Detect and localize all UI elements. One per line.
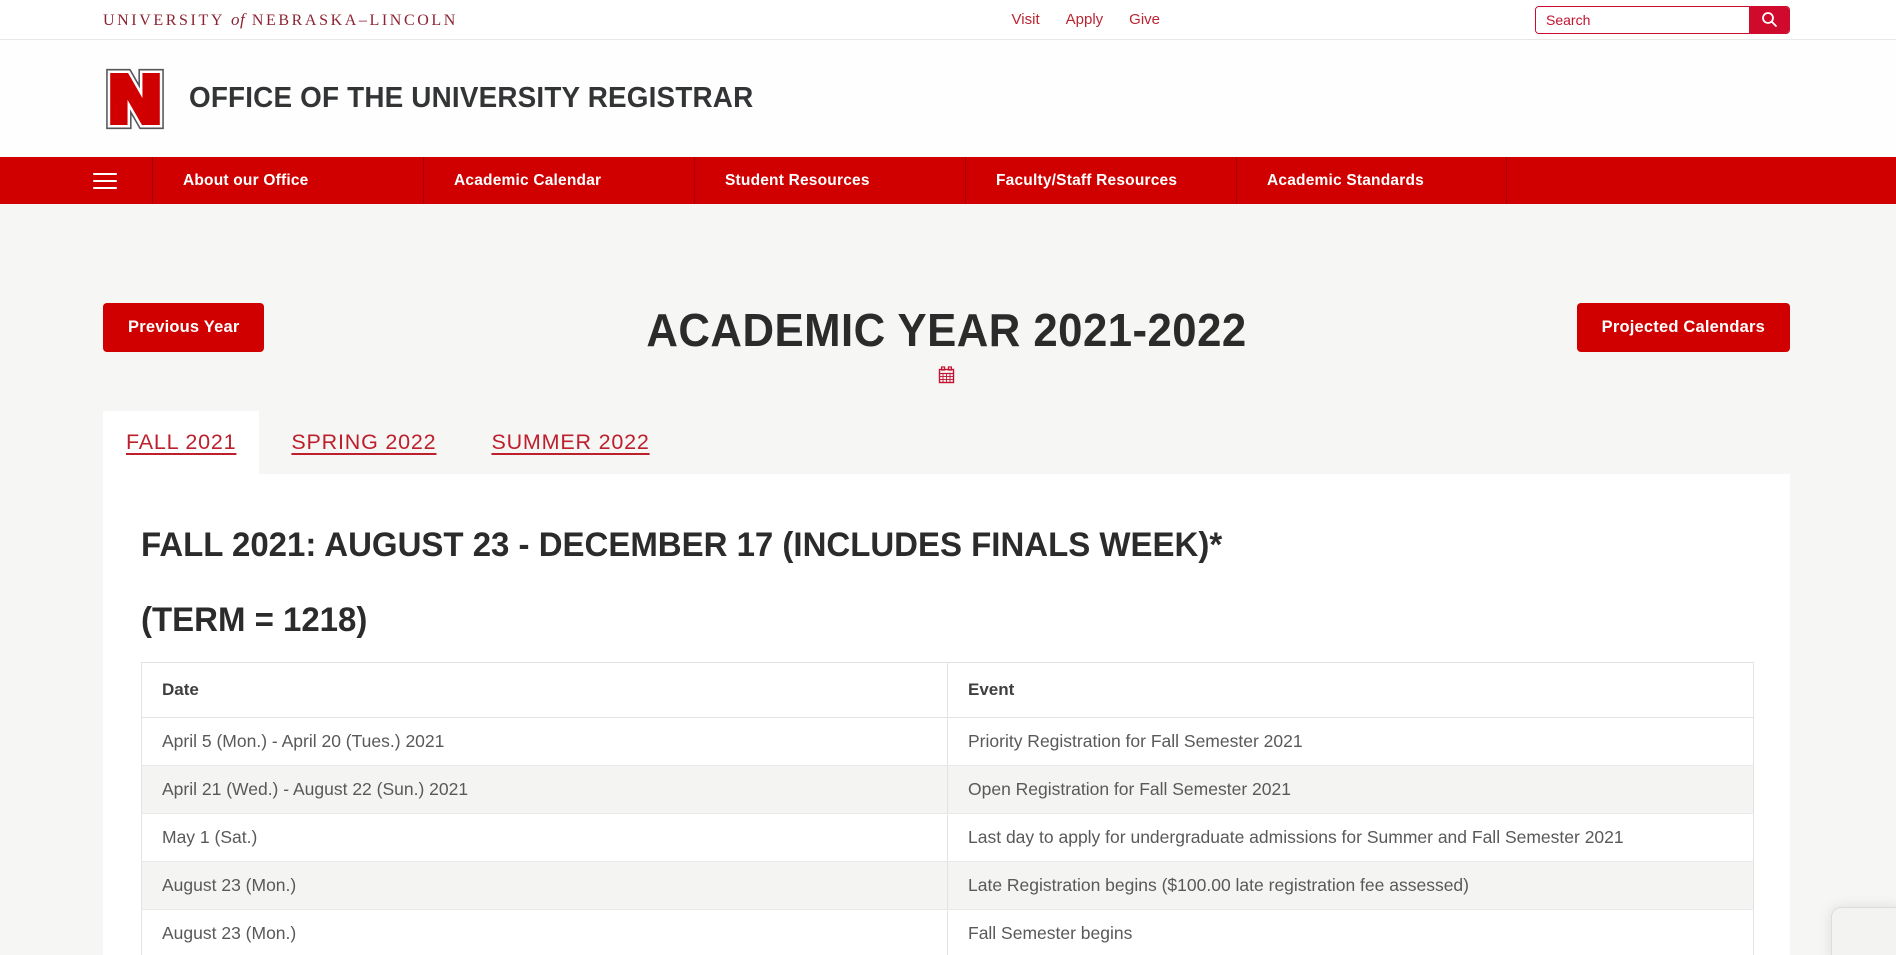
event-cell: Open Registration for Fall Semester 2021 (948, 766, 1754, 814)
table-header-row (142, 663, 1754, 718)
calendar-panel (103, 474, 1790, 955)
section-heading-line2: (TERM = 1218) (141, 601, 368, 639)
nav-item[interactable]: Faculty/Staff Resources (965, 157, 1236, 204)
search-button[interactable] (1749, 7, 1789, 33)
date-cell: April 5 (Mon.) - April 20 (Tues.) 2021 (142, 718, 948, 766)
event-cell: Late Registration begins ($100.00 late registration fee assessed) (948, 862, 1754, 910)
search-box (1535, 6, 1790, 34)
semester-tab[interactable]: SPRING 2022 (291, 430, 437, 454)
apply-link[interactable]: Apply (1065, 11, 1104, 28)
date-cell: August 23 (Mon.) (142, 862, 948, 910)
visit-link[interactable]: Visit (1011, 11, 1040, 28)
section-heading-line1: FALL 2021: AUGUST 23 - DECEMBER 17 (INCLUDES FINALS WEEK)* (141, 526, 1223, 564)
event-column-header: Event (948, 663, 1754, 718)
date-cell: April 21 (Wed.) - August 22 (Sun.) 2021 (142, 766, 948, 814)
nav-item[interactable]: About our Office (152, 157, 423, 204)
wordmark-part1: UNIVERSITY (103, 11, 225, 29)
table-row (142, 862, 1754, 910)
calendar-icon (938, 366, 955, 384)
wordmark-of: of (231, 9, 246, 29)
table-row (142, 766, 1754, 814)
magnifier-icon (1761, 11, 1778, 28)
hamburger-icon (93, 168, 117, 194)
nav-item[interactable]: Academic Standards (1236, 157, 1507, 204)
title-row (103, 303, 1790, 356)
site-header (0, 40, 1896, 157)
page-main (0, 204, 1896, 955)
menu-toggle-button[interactable] (0, 157, 152, 204)
wordmark-part2: NEBRASKA–LINCOLN (251, 11, 458, 29)
corner-widget[interactable] (1831, 907, 1896, 955)
nav-item[interactable]: Student Resources (694, 157, 965, 204)
site-title: OFFICE OF THE UNIVERSITY REGISTRAR (189, 82, 754, 114)
semester-tabs (103, 411, 1790, 474)
give-link[interactable]: Give (1129, 11, 1160, 28)
event-cell: Priority Registration for Fall Semester 2021 (948, 718, 1754, 766)
date-cell: May 1 (Sat.) (142, 814, 948, 862)
unl-wordmark-link[interactable] (103, 10, 458, 30)
semester-tab[interactable]: FALL 2021 (103, 411, 259, 474)
date-column-header: Date (142, 663, 948, 718)
utility-bar (0, 0, 1896, 40)
search-input[interactable] (1536, 7, 1749, 33)
table-row (142, 718, 1754, 766)
table-row (142, 910, 1754, 955)
block-n-icon (103, 68, 167, 130)
event-cell: Last day to apply for undergraduate admissions for Summer and Fall Semester 2021 (948, 814, 1754, 862)
utility-links (1012, 11, 1160, 28)
date-cell: August 23 (Mon.) (142, 910, 948, 955)
previous-year-button[interactable]: Previous Year (103, 303, 264, 352)
nav-item[interactable]: Academic Calendar (423, 157, 694, 204)
projected-calendars-button[interactable]: Projected Calendars (1577, 303, 1790, 352)
event-cell: Fall Semester begins (948, 910, 1754, 955)
page-title-wrap (103, 303, 1790, 389)
table-row (142, 814, 1754, 862)
nebraska-n-logo[interactable] (103, 68, 167, 130)
page-title: ACADEMIC YEAR 2021-2022 (646, 304, 1247, 356)
main-nav (0, 157, 1896, 204)
semester-tab[interactable]: SUMMER 2022 (491, 430, 650, 454)
academic-calendar-table (141, 662, 1754, 955)
